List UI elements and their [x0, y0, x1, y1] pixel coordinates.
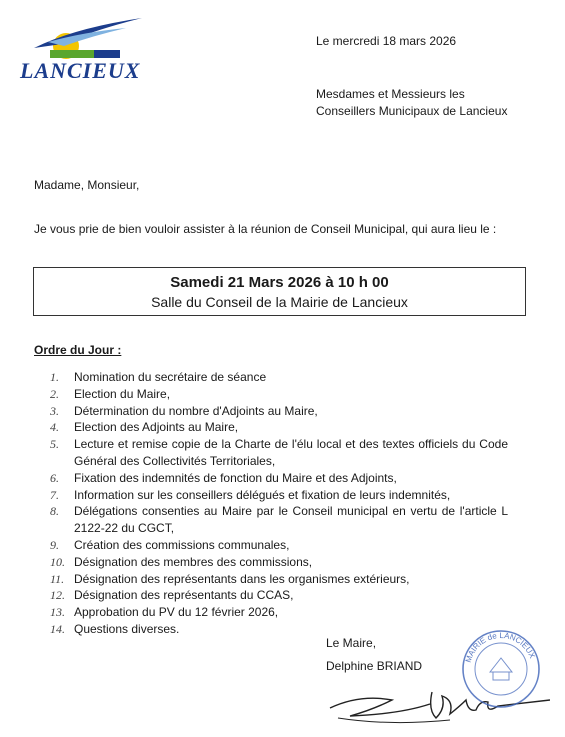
lancieux-logo: [14, 14, 149, 94]
agenda-item-text: Election du Maire,: [74, 386, 171, 401]
agenda-item-number: 14.: [50, 621, 65, 636]
agenda-item: [50, 503, 508, 537]
agenda-item-number: 10.: [50, 554, 65, 569]
signature-title: Le Maire,: [326, 636, 377, 650]
agenda-item: [50, 587, 508, 604]
agenda-item: [50, 604, 508, 621]
agenda-item: [50, 419, 508, 436]
agenda-title: Ordre du Jour :: [34, 343, 122, 357]
agenda-item: [50, 436, 508, 470]
agenda-item-text: Approbation du PV du 12 février 2026,: [74, 605, 279, 620]
logo-wordmark: LANCIEUX: [20, 58, 141, 83]
agenda-item-number: 11.: [50, 571, 65, 586]
agenda-item-number: 5.: [50, 437, 59, 452]
agenda-item-number: 1.: [50, 370, 59, 384]
salutation: Madame, Monsieur,: [34, 178, 140, 192]
recipient-line: Mesdames et Messieurs les: [316, 87, 465, 101]
meeting-place: Salle du Conseil de la Mairie de Lancieux: [151, 294, 408, 310]
agenda-item-text: Détermination du nombre d'Adjoints au Maire,: [74, 403, 318, 418]
signatory-name: Delphine BRIAND: [326, 659, 423, 673]
agenda-item: [50, 386, 508, 403]
meeting-box: [33, 267, 526, 316]
agenda-item: [50, 571, 508, 588]
agenda-item: [50, 470, 508, 487]
meeting-datetime: Samedi 21 Mars 2026 à 10 h 00: [170, 274, 389, 291]
agenda-item-number: 9.: [50, 537, 59, 552]
agenda-item: [50, 403, 508, 420]
agenda-item-text: Délégations consenties au Maire par le Conseil municipal en vertu de l'article L 2122-22 du CGCT,: [74, 504, 508, 536]
agenda-item-text: Information sur les conseillers délégués et fixation de leurs indemnités,: [74, 487, 451, 502]
mayor-seal-stamp: [460, 628, 542, 710]
agenda-item-text: Désignation des représentants du CCAS,: [74, 588, 294, 603]
svg-text:MAIRIE de LANCIEUX: MAIRIE de LANCIEUX: [463, 630, 537, 664]
agenda-item-number: 2.: [50, 386, 59, 401]
agenda-item-number: 6.: [50, 470, 59, 485]
agenda-item-number: 13.: [50, 605, 65, 620]
letter-date: Le mercredi 18 mars 2026: [316, 34, 457, 48]
agenda-item-number: 8.: [50, 504, 59, 519]
agenda-item-number: 3.: [50, 403, 59, 418]
agenda-item-number: 7.: [50, 487, 59, 502]
intro-paragraph: Je vous prie de bien vouloir assister à la réunion de Conseil Municipal, qui aura lieu le :: [34, 222, 497, 236]
agenda-item-text: Questions diverses.: [74, 621, 180, 636]
agenda-item-text: Election des Adjoints au Maire,: [74, 420, 239, 435]
logo-emblem-icon: [14, 14, 149, 64]
agenda-item: [50, 369, 508, 386]
agenda-item-text: Nomination du secrétaire de séance: [74, 370, 267, 384]
agenda-item: [50, 621, 508, 638]
agenda-list: [50, 369, 508, 638]
agenda-item-text: Désignation des représentants dans les organismes extérieurs,: [74, 571, 410, 586]
recipient-line: Conseillers Municipaux de Lancieux: [316, 104, 508, 118]
agenda-item-text: Désignation des membres des commissions,: [74, 554, 313, 569]
agenda-item: [50, 487, 508, 504]
agenda-item: [50, 537, 508, 554]
agenda-item: [50, 554, 508, 571]
agenda-item-text: Lecture et remise copie de la Charte de l'élu local et des textes officiels du Code Général des Collectivités Territoriales,: [74, 437, 508, 468]
agenda-item-number: 4.: [50, 420, 59, 435]
recipient-block: [316, 86, 507, 120]
agenda-item-text: Fixation des indemnités de fonction du Maire et des Adjoints,: [74, 470, 397, 485]
agenda-item-number: 12.: [50, 588, 65, 603]
agenda-item-text: Création des commissions communales,: [74, 537, 290, 552]
